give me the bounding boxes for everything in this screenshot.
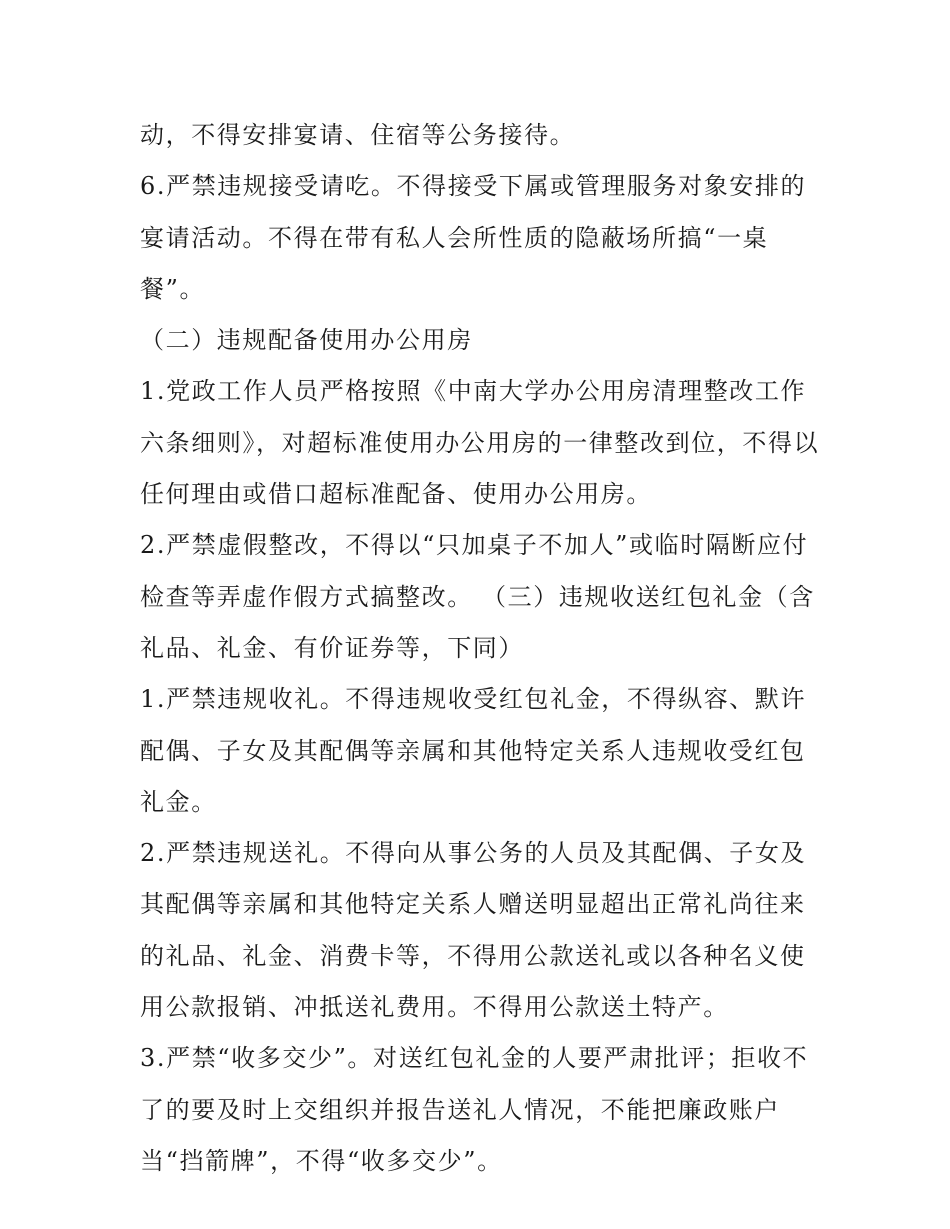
paragraph-gift-rule-3: 3.严禁“收多交少”。对送红包礼金的人要严肃批评；拒收不了的要及时上交组织并报告送礼人情况，不能把廉政账户当“挡箭牌”，不得“收多交少”。 (140, 1044, 809, 1175)
paragraph-rule-6-banquet: 6.严禁违规接受请吃。不得接受下属或管理服务对象安排的宴请活动。不得在带有私人会所性质的隐蔽场所搞“一桌餐”。 (140, 172, 807, 303)
paragraph-gift-rule-1: 1.严禁违规收礼。不得违规收受红包礼金，不得纵容、默许配偶、子女及其配偶等亲属和其他特定关系人违规收受红包礼金。 (140, 685, 807, 816)
document-body (140, 110, 820, 1187)
paragraph-office-rule-2: 2.严禁虚假整改，不得以“只加桌子不加人”或临时隔断应付检查等弄虚作假方式搞整改。 （三）违规收送红包礼金（含礼品、礼金、有价证券等，下同） (140, 531, 815, 662)
paragraph-gift-rule-2: 2.严禁违规送礼。不得向从事公务的人员及其配偶、子女及其配偶等亲属和其他特定关系人赠送明显超出正常礼尚往来的礼品、礼金、消费卡等，不得用公款送礼或以各种名义使用公款报销、冲抵送礼费用。不得用公款送土特产。 (140, 839, 807, 1022)
section-heading-office-space: （二）违规配备使用办公用房 (140, 326, 473, 355)
paragraph-office-rule-1: 1.党政工作人员严格按照《中南大学办公用房清理整改工作六条细则》，对超标准使用办公用房的一律整改到位，不得以任何理由或借口超标准配备、使用办公用房。 (140, 377, 820, 509)
paragraph-reception-continued: 动，不得安排宴请、住宿等公务接待。 (140, 121, 576, 149)
